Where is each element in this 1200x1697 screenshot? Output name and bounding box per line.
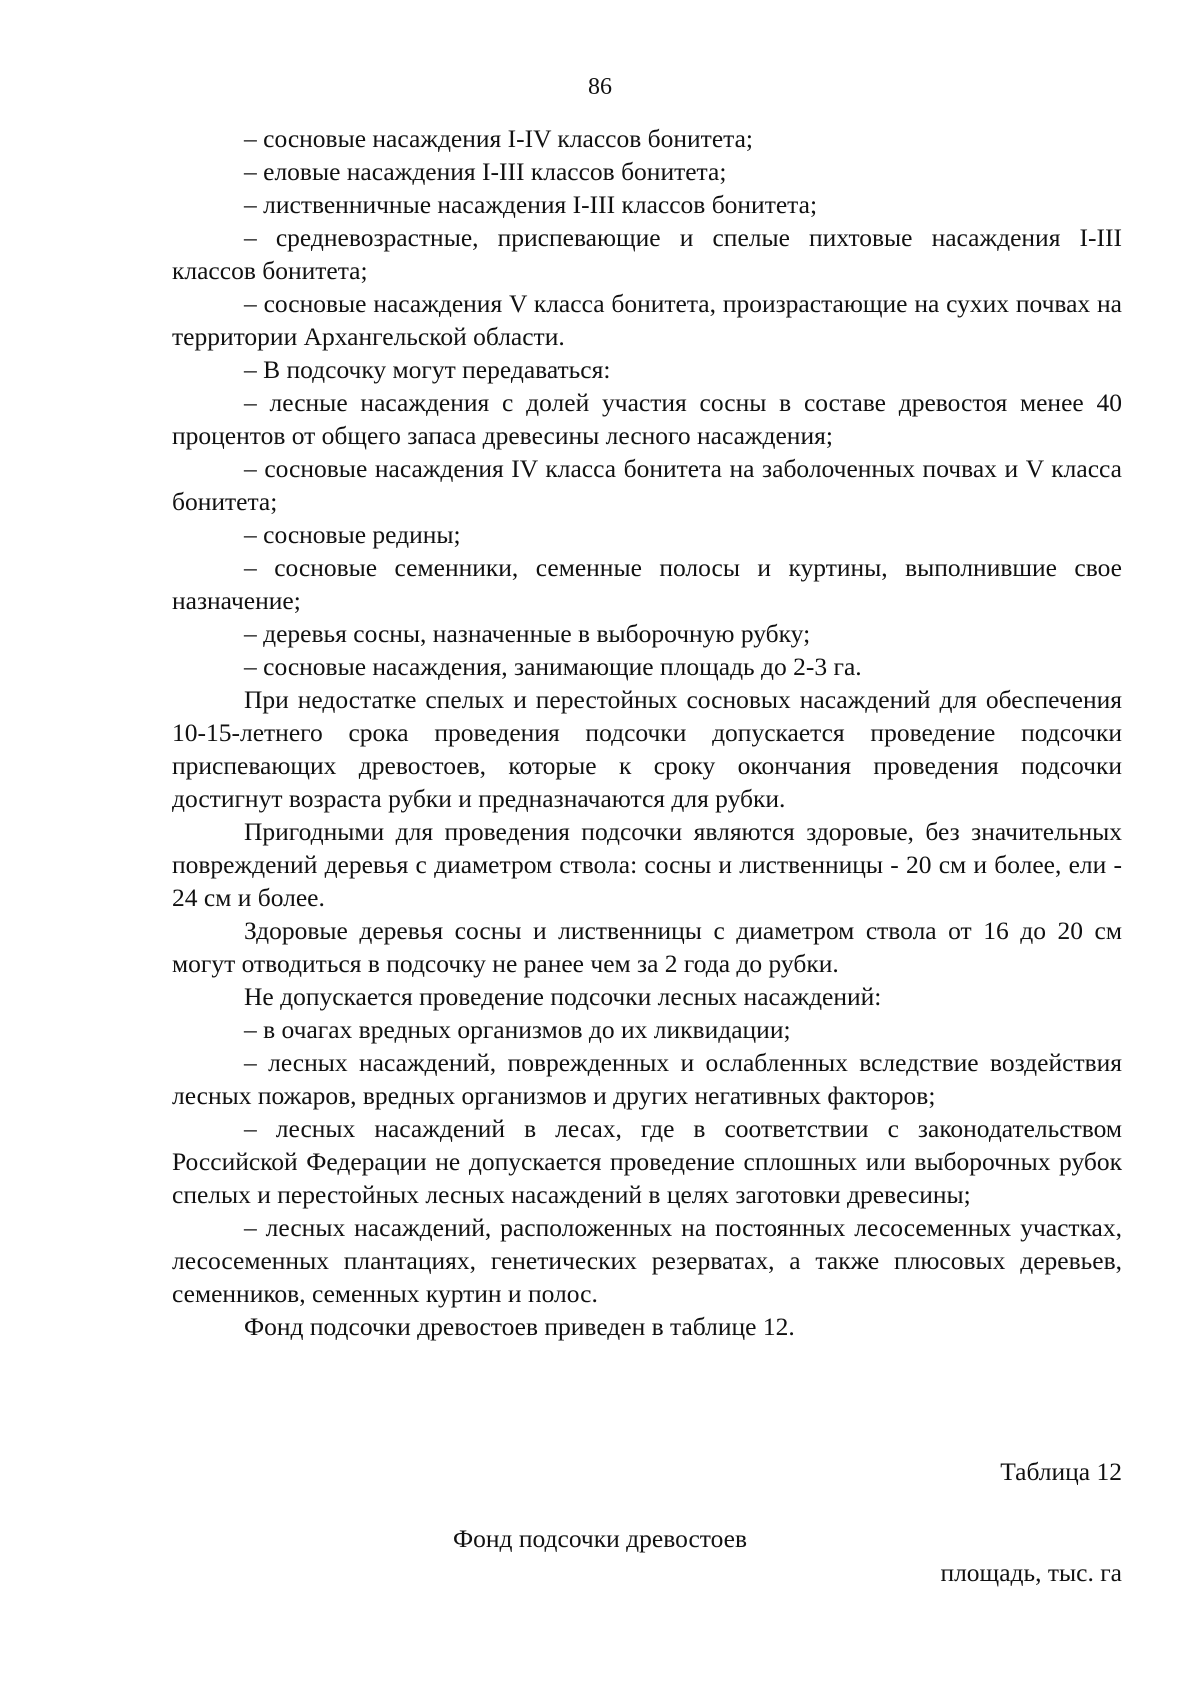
paragraph: Здоровые деревья сосны и лиственницы с диаметром ствола от 16 до 20 см могут отводиться в подсочку не ранее чем за 2 года до рубки. bbox=[172, 916, 1122, 978]
paragraph: – средневозрастные, приспевающие и спелые пихтовые насаждения I-III классов бонитета; bbox=[172, 223, 1122, 285]
paragraph: – сосновые редины; bbox=[244, 520, 461, 549]
paragraph: – деревья сосны, назначенные в выборочную рубку; bbox=[244, 619, 811, 648]
paragraph: – сосновые насаждения, занимающие площадь до 2-3 га. bbox=[244, 652, 862, 681]
paragraph: Пригодными для проведения подсочки являются здоровые, без значительных повреждений деревья с диаметром ствола: сосны и лиственницы - 20 см и более, ели - 24 см и более. bbox=[172, 817, 1122, 912]
paragraph: – в очагах вредных организмов до их ликвидации; bbox=[244, 1015, 791, 1044]
table-title: Фонд подсочки древостоев bbox=[452, 1524, 747, 1553]
body-text bbox=[172, 122, 1122, 1343]
table-caption: Таблица 12 bbox=[1000, 1457, 1122, 1486]
paragraph: – сосновые насаждения I-IV классов бонитета; bbox=[244, 124, 754, 153]
paragraph: – лиственничные насаждения I-III классов бонитета; bbox=[244, 190, 818, 219]
paragraph: – сосновые насаждения IV класса бонитета на заболоченных почвах и V класса бонитета; bbox=[172, 454, 1122, 516]
paragraph: – лесные насаждения с долей участия сосны в составе древостоя менее 40 процентов от общего запаса древесины лесного насаждения; bbox=[172, 388, 1122, 450]
page-number: 86 bbox=[588, 74, 612, 100]
table-unit: площадь, тыс. га bbox=[940, 1558, 1122, 1587]
paragraph: – лесных насаждений, расположенных на постоянных лесосеменных участках, лесосеменных плантациях, генетических резерватах, а также плюсовых деревьев, семенников, семенных куртин и полос. bbox=[172, 1213, 1122, 1308]
paragraph: – сосновые насаждения V класса бонитета, произрастающие на сухих почвах на территории Архангельской области. bbox=[172, 289, 1122, 351]
paragraph: – лесных насаждений, поврежденных и ослабленных вследствие воздействия лесных пожаров, вредных организмов и других негативных факторов; bbox=[172, 1048, 1122, 1110]
paragraph: При недостатке спелых и перестойных сосновых насаждений для обеспечения 10-15-летнего срока проведения подсочки допускается проведение подсочки приспевающих древостоев, которые к сроку окончания проведения подсочки достигнут возраста рубки и предназначаются для рубки. bbox=[172, 685, 1122, 813]
paragraph: – сосновые семенники, семенные полосы и куртины, выполнившие свое назначение; bbox=[172, 553, 1122, 615]
paragraph: Не допускается проведение подсочки лесных насаждений: bbox=[244, 982, 882, 1011]
paragraph: Фонд подсочки древостоев приведен в таблице 12. bbox=[244, 1312, 795, 1341]
paragraph: – лесных насаждений в лесах, где в соответствии с законодательством Российской Федерации не допускается проведение сплошных или выборочных рубок спелых и перестойных лесных насаждений в целях заготовки древесины; bbox=[172, 1114, 1122, 1209]
paragraph: – В подсочку могут передаваться: bbox=[244, 355, 611, 384]
paragraph: – еловые насаждения I-III классов бонитета; bbox=[244, 157, 727, 186]
